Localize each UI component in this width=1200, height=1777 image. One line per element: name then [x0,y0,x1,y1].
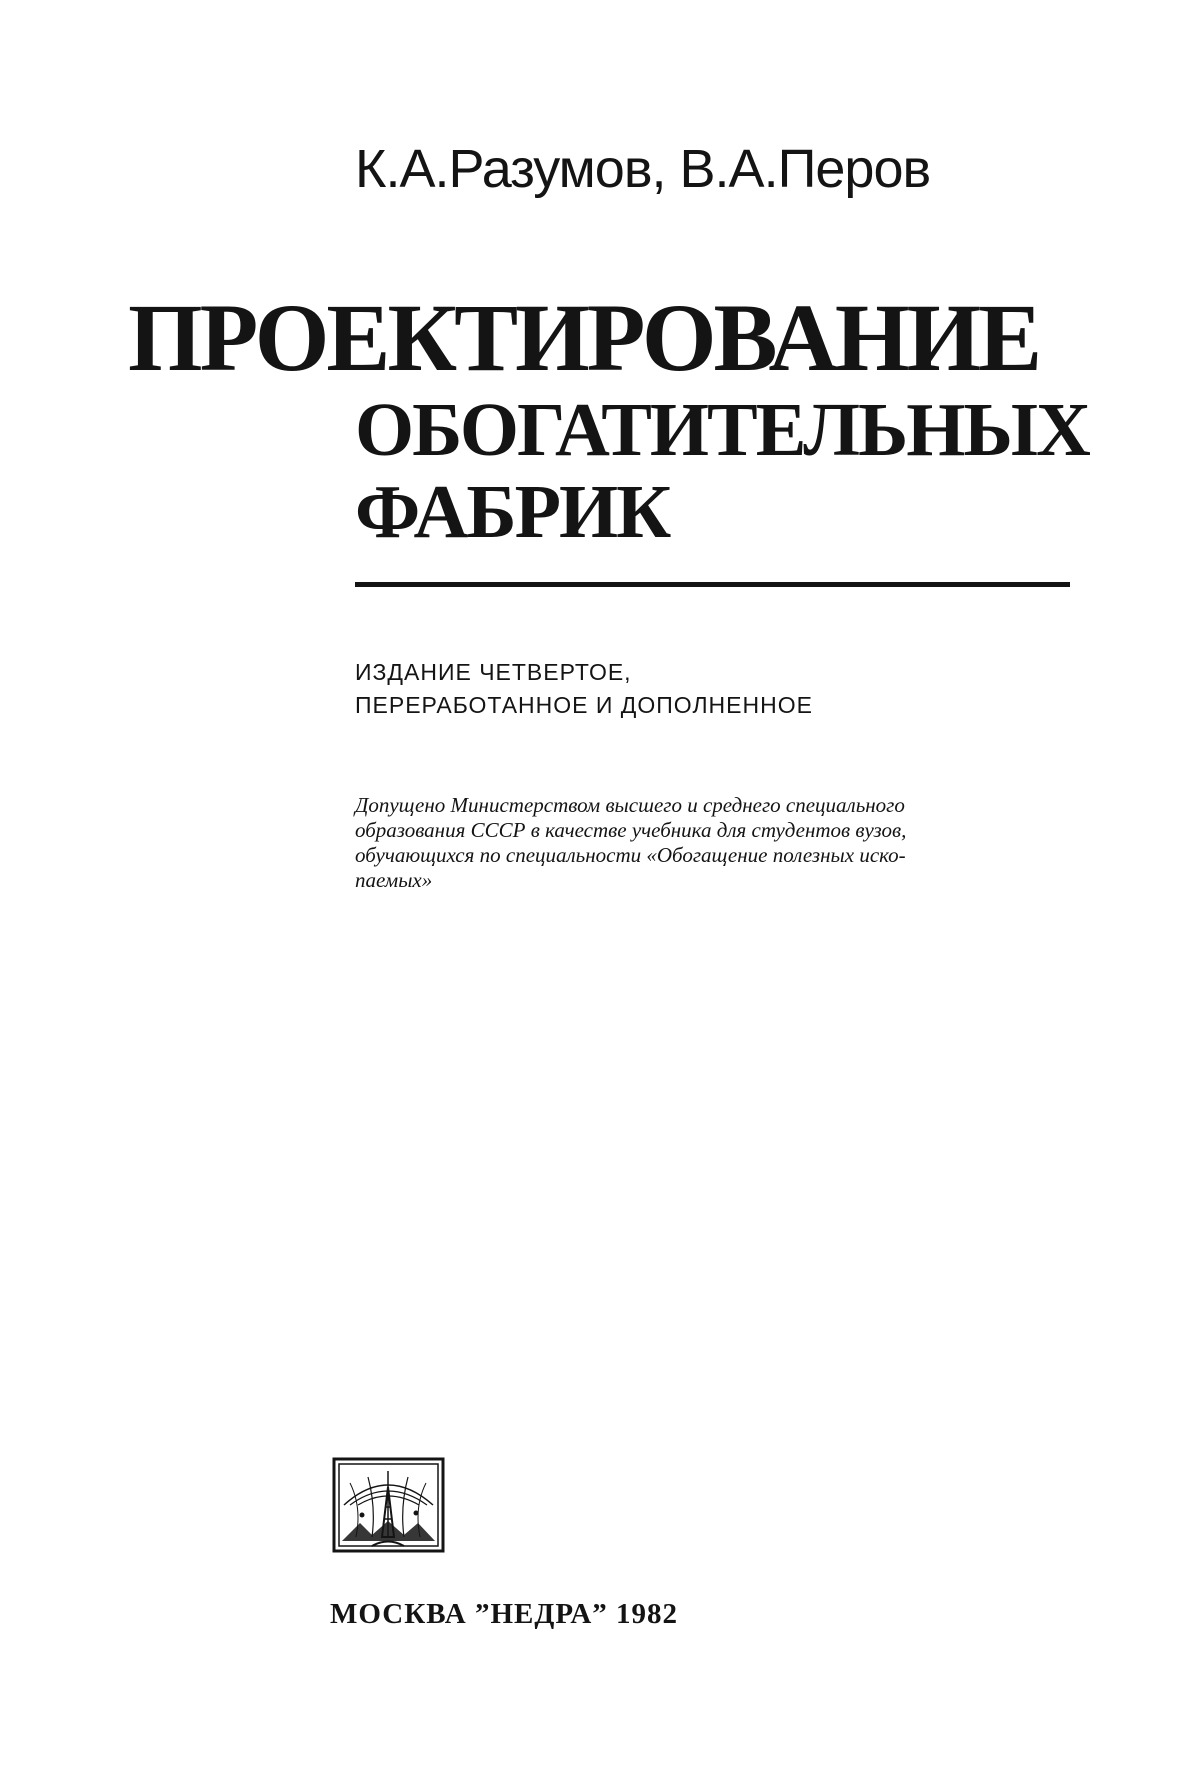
publisher-imprint: МОСКВА ”НЕДРА” 1982 [330,1598,679,1630]
approval-line-1: Допущено Министерством высшего и среднего специального [355,793,905,817]
edition-line-2: ПЕРЕРАБОТАННОЕ И ДОПОЛНЕННОЕ [355,692,813,718]
title-divider [355,582,1070,587]
authors: К.А.Разумов, В.А.Перов [355,139,931,199]
approval-line-2: образования СССР в качестве учебника для студентов вузов, [355,818,907,842]
title-line-3: ФАБРИК [355,470,670,554]
approval-line-4: паемых» [355,868,433,892]
approval-note [355,793,1080,893]
edition-line-1: ИЗДАНИЕ ЧЕТВЕРТОЕ, [355,659,632,685]
title-line-2: ОБОГАТИТЕЛЬНЫХ [355,388,1089,472]
publisher-emblem-icon [332,1457,445,1553]
title-line-1: ПРОЕКТИРОВАНИЕ [128,284,1040,391]
edition-note [355,656,813,722]
approval-line-3: обучающихся по специальности «Обогащение полезных иско- [355,843,906,867]
